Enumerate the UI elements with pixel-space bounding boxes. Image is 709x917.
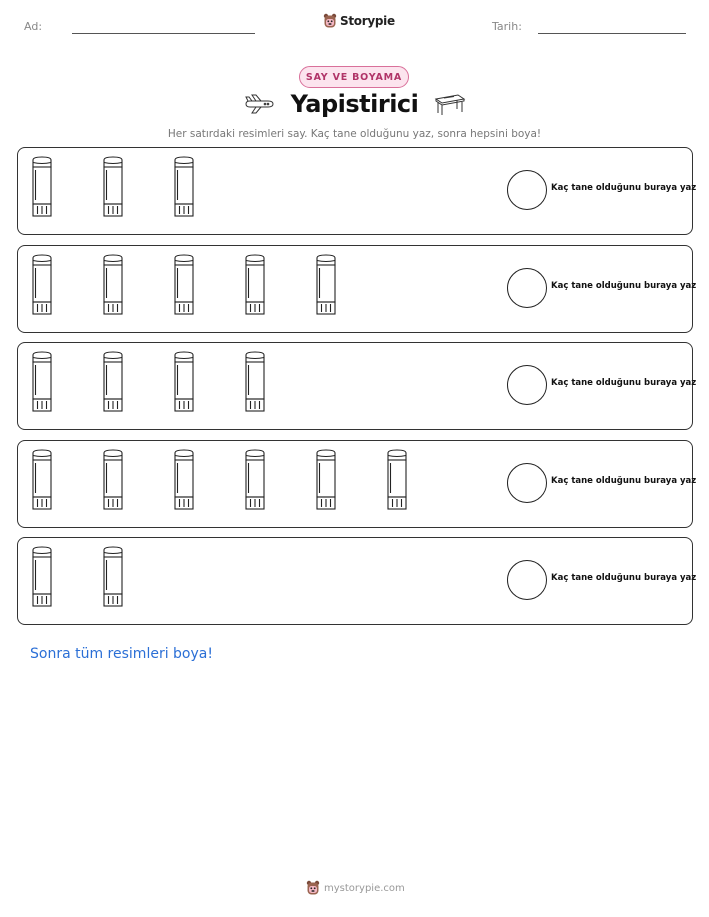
- glue-stick-icon: [31, 254, 53, 316]
- worksheet-badge: SAY VE BOYAMA: [299, 66, 409, 88]
- glue-stick-icon: [173, 156, 195, 218]
- storypie-bear-logo-icon: [306, 880, 320, 896]
- storypie-bear-logo-icon: [323, 13, 337, 29]
- glue-stick-icon: [31, 449, 53, 511]
- counting-row: [17, 342, 697, 430]
- counting-row: [17, 245, 697, 333]
- answer-circle[interactable]: [507, 560, 547, 600]
- answer-circle[interactable]: [507, 268, 547, 308]
- glue-stick-icon: [102, 449, 124, 511]
- answer-hint: Kaç tane olduğunu buraya yaz: [551, 573, 697, 583]
- glue-stick-icon: [102, 254, 124, 316]
- glue-stick-icon: [102, 156, 124, 218]
- glue-stick-icon: [315, 449, 337, 511]
- name-label: Ad:: [24, 20, 43, 33]
- glue-stick-icon: [315, 254, 337, 316]
- glue-stick-icon: [173, 351, 195, 413]
- glue-stick-icon: [244, 449, 266, 511]
- date-label: Tarih:: [492, 20, 522, 33]
- airplane-icon: [243, 93, 275, 115]
- glue-stick-icon: [386, 449, 408, 511]
- answer-circle[interactable]: [507, 365, 547, 405]
- date-line[interactable]: [538, 33, 686, 34]
- glue-stick-icon: [244, 351, 266, 413]
- counting-row: [17, 440, 697, 528]
- glue-stick-icon: [31, 546, 53, 608]
- footer-site: mystorypie.com: [324, 882, 405, 894]
- counting-row: [17, 537, 697, 625]
- table-icon: [434, 92, 466, 116]
- answer-circle[interactable]: [507, 170, 547, 210]
- footer-brand: [306, 880, 405, 896]
- counting-row: [17, 147, 697, 235]
- brand-logo: [323, 13, 395, 29]
- instructions: Her satırdaki resimleri say. Kaç tane olduğunu yaz, sonra hepsini boya!: [167, 128, 542, 140]
- worksheet-title: Yapistirici: [290, 90, 419, 118]
- glue-stick-icon: [244, 254, 266, 316]
- glue-stick-icon: [102, 351, 124, 413]
- answer-circle[interactable]: [507, 463, 547, 503]
- glue-stick-icon: [31, 156, 53, 218]
- glue-stick-icon: [31, 351, 53, 413]
- answer-hint: Kaç tane olduğunu buraya yaz: [551, 475, 697, 486]
- color-instruction: Sonra tüm resimleri boya!: [30, 646, 213, 662]
- glue-stick-icon: [102, 546, 124, 608]
- name-line[interactable]: [72, 33, 255, 34]
- answer-hint: Kaç tane olduğunu buraya yaz: [551, 378, 697, 388]
- answer-hint: Kaç tane olduğunu buraya yaz: [551, 183, 697, 193]
- brand-name: Storypie: [340, 14, 395, 28]
- glue-stick-icon: [173, 449, 195, 511]
- glue-stick-icon: [173, 254, 195, 316]
- answer-hint: Kaç tane olduğunu buraya yaz: [551, 280, 697, 291]
- title-row: [0, 90, 709, 118]
